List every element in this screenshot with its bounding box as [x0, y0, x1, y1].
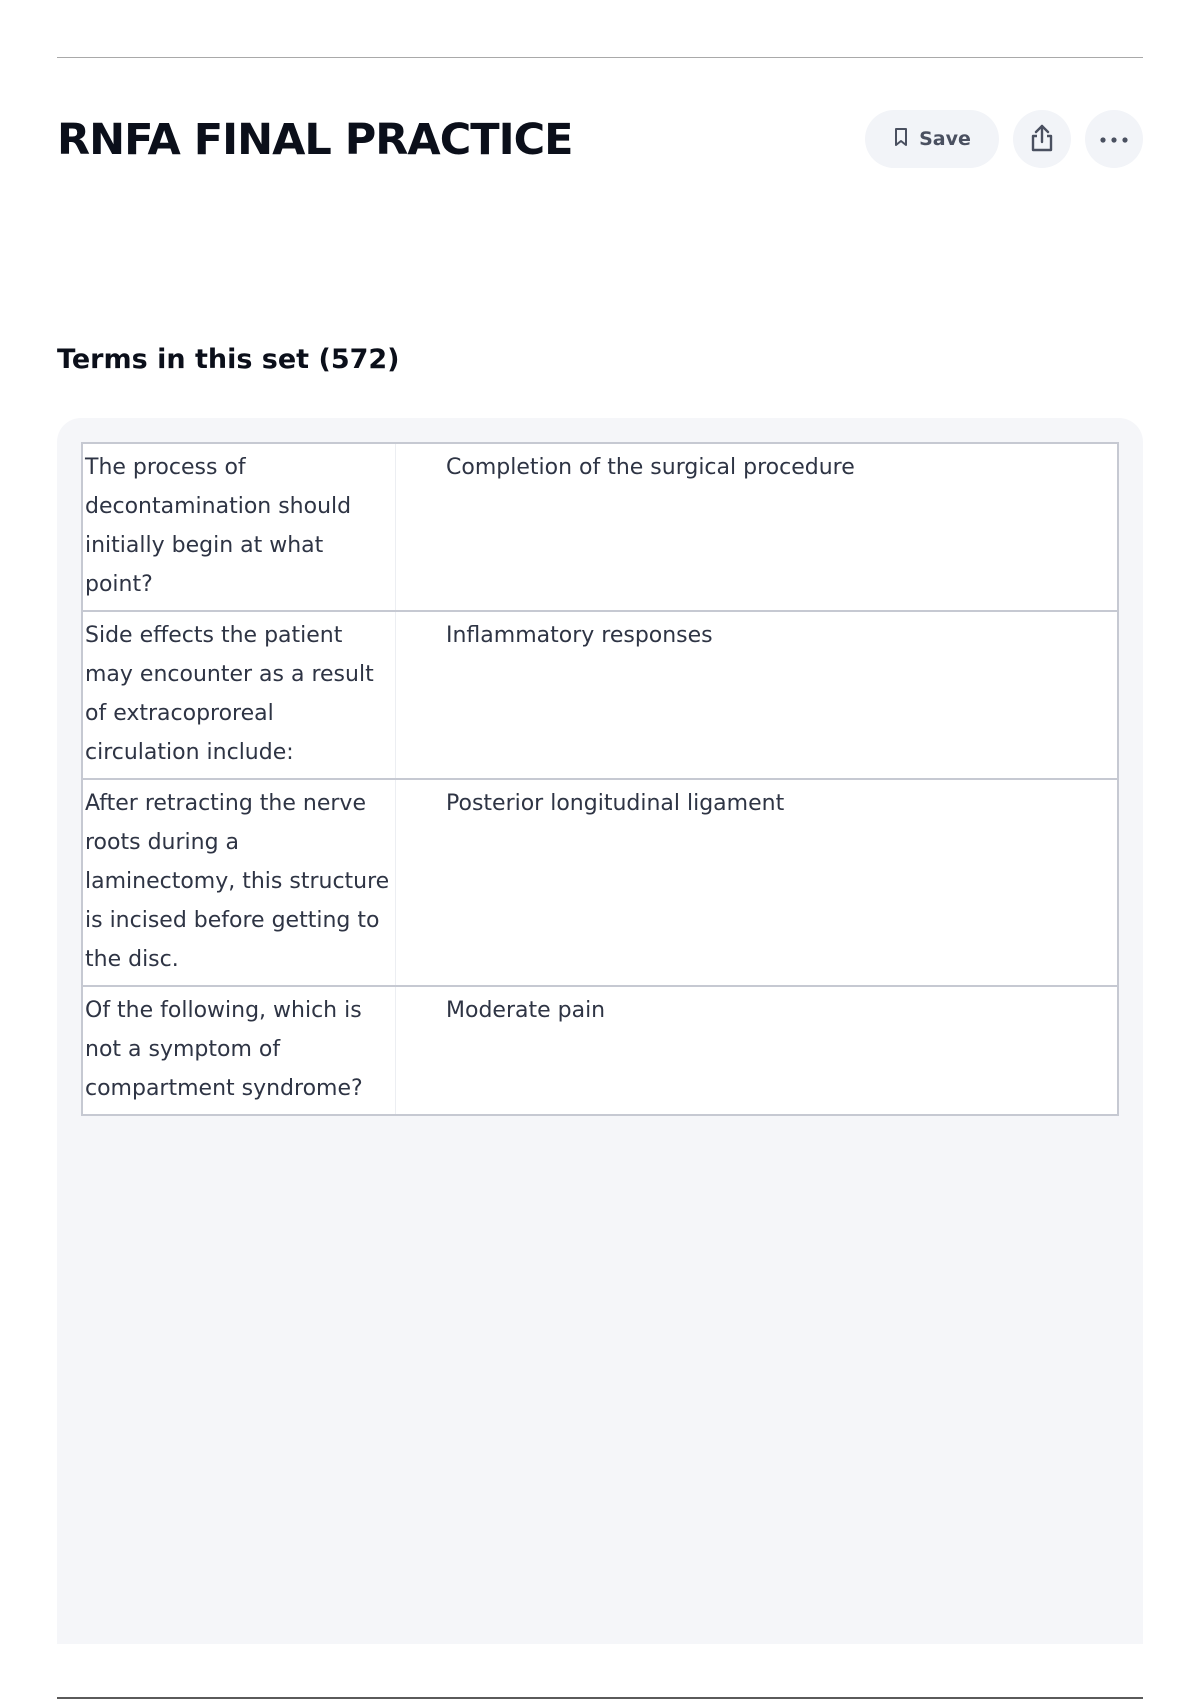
term-text: After retracting the nerve roots during a laminectomy, this structure is incised before getting to the disc. [82, 779, 396, 986]
definition-text: Inflammatory responses [446, 623, 713, 648]
share-button[interactable] [1013, 110, 1071, 168]
term-row [82, 611, 1118, 779]
terms-panel [57, 418, 1143, 1644]
set-header [57, 108, 1143, 172]
terms-table [81, 442, 1119, 1116]
bottom-divider [57, 1697, 1143, 1699]
save-button[interactable] [865, 110, 999, 168]
save-label: Save [919, 128, 971, 150]
definition-text: Posterior longitudinal ligament [446, 791, 785, 816]
term-text: Side effects the patient may encounter as a result of extracoproreal circulation include: [82, 611, 396, 779]
top-divider [57, 57, 1143, 58]
definition-text: Completion of the surgical procedure [446, 455, 855, 480]
term-text: Of the following, which is not a symptom of compartment syndrome? [82, 986, 396, 1115]
term-text: The process of decontamination should initially begin at what point? [82, 443, 396, 611]
header-actions [865, 110, 1143, 168]
terms-heading: Terms in this set (572) [57, 344, 400, 375]
definition-text: Moderate pain [446, 998, 606, 1023]
more-options-button[interactable] [1085, 110, 1143, 168]
bookmark-icon [893, 127, 909, 152]
share-icon [1028, 123, 1056, 156]
more-icon [1099, 132, 1129, 147]
page-title: RNFA FINAL PRACTICE [57, 115, 573, 165]
term-row [82, 443, 1118, 611]
term-row [82, 986, 1118, 1115]
term-row [82, 779, 1118, 986]
